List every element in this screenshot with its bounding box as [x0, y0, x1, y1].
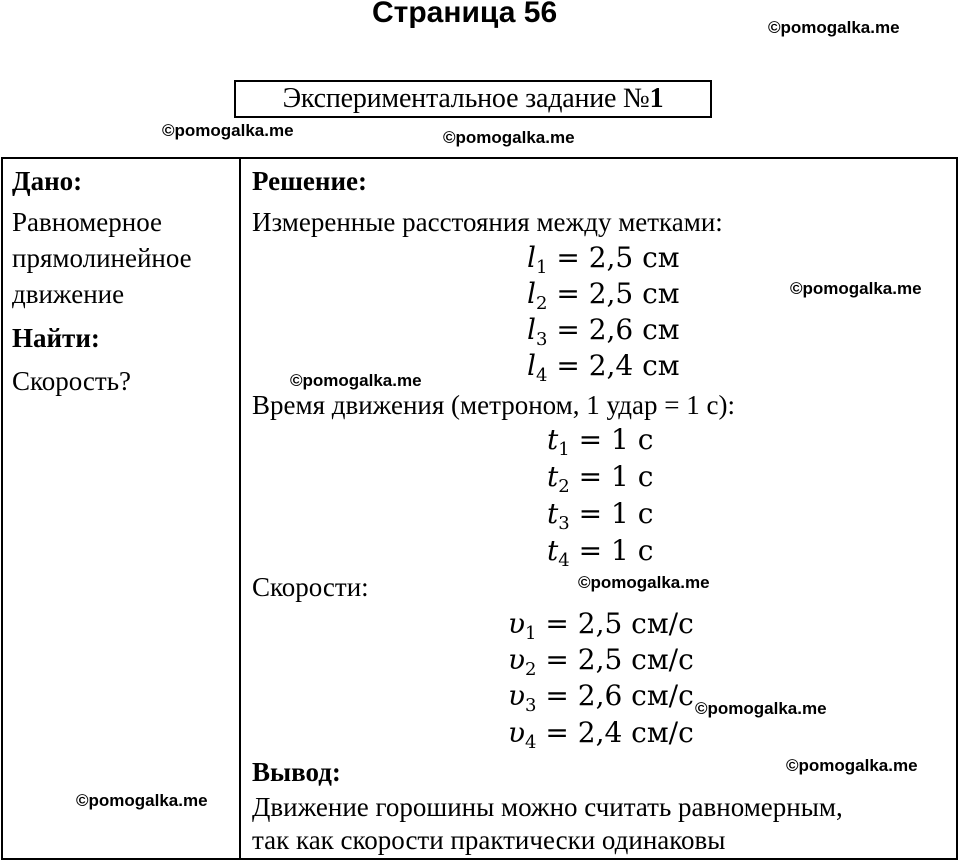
speed-formula: $\upsilon_1 = 2,5$ см/с [508, 607, 694, 644]
given-heading: Дано: [12, 166, 83, 196]
watermark: ©pomogalka.me [786, 756, 918, 775]
distances-label: Измеренные расстояния между метками: [252, 207, 723, 237]
distance-formula: $l_4 = 2,4$ см [527, 349, 680, 386]
speed-formula: $\upsilon_2 = 2,5$ см/с [508, 643, 694, 680]
time-formula: $t_2 = 1$ с [547, 460, 654, 497]
speeds-label: Скорости: [252, 572, 369, 602]
task-title [234, 80, 712, 118]
time-formula: $t_4 = 1$ с [547, 534, 654, 571]
watermark: ©pomogalka.me [443, 128, 575, 147]
watermark: ©pomogalka.me [790, 279, 922, 298]
watermark: ©pomogalka.me [695, 699, 827, 718]
task-number: 1 [649, 83, 664, 114]
conclusion-heading: Вывод: [252, 757, 341, 787]
conclusion-line: Движение горошины можно считать равномерным, [252, 792, 843, 822]
watermark: ©pomogalka.me [578, 573, 710, 592]
given-line: Равномерное [12, 207, 163, 237]
given-line: прямолинейное [12, 243, 192, 273]
time-label: Время движения (метроном, 1 удар = 1 с): [252, 390, 735, 420]
solution-heading: Решение: [252, 166, 367, 196]
watermark: ©pomogalka.me [76, 791, 208, 810]
page-title: Страница 56 [372, 0, 558, 29]
column-divider [239, 158, 241, 860]
find-value: Скорость? [12, 366, 132, 396]
distance-formula: $l_1 = 2,5$ см [527, 241, 680, 278]
speed-formula: $\upsilon_4 = 2,4$ см/с [508, 716, 694, 753]
find-heading: Найти: [12, 323, 100, 353]
time-formula: $t_1 = 1$ с [547, 423, 654, 460]
speed-formula: $\upsilon_3 = 2,6$ см/с [508, 679, 694, 716]
watermark: ©pomogalka.me [162, 121, 294, 140]
distance-formula: $l_2 = 2,5$ см [527, 277, 680, 314]
given-line: движение [12, 279, 125, 309]
task-label: Экспериментальное задание № [282, 83, 650, 114]
watermark: ©pomogalka.me [290, 371, 422, 390]
distance-formula: $l_3 = 2,6$ см [527, 313, 680, 350]
conclusion-line: так как скорости практически одинаковы [252, 825, 726, 855]
watermark: ©pomogalka.me [768, 18, 900, 37]
time-formula: $t_3 = 1$ с [547, 497, 654, 534]
